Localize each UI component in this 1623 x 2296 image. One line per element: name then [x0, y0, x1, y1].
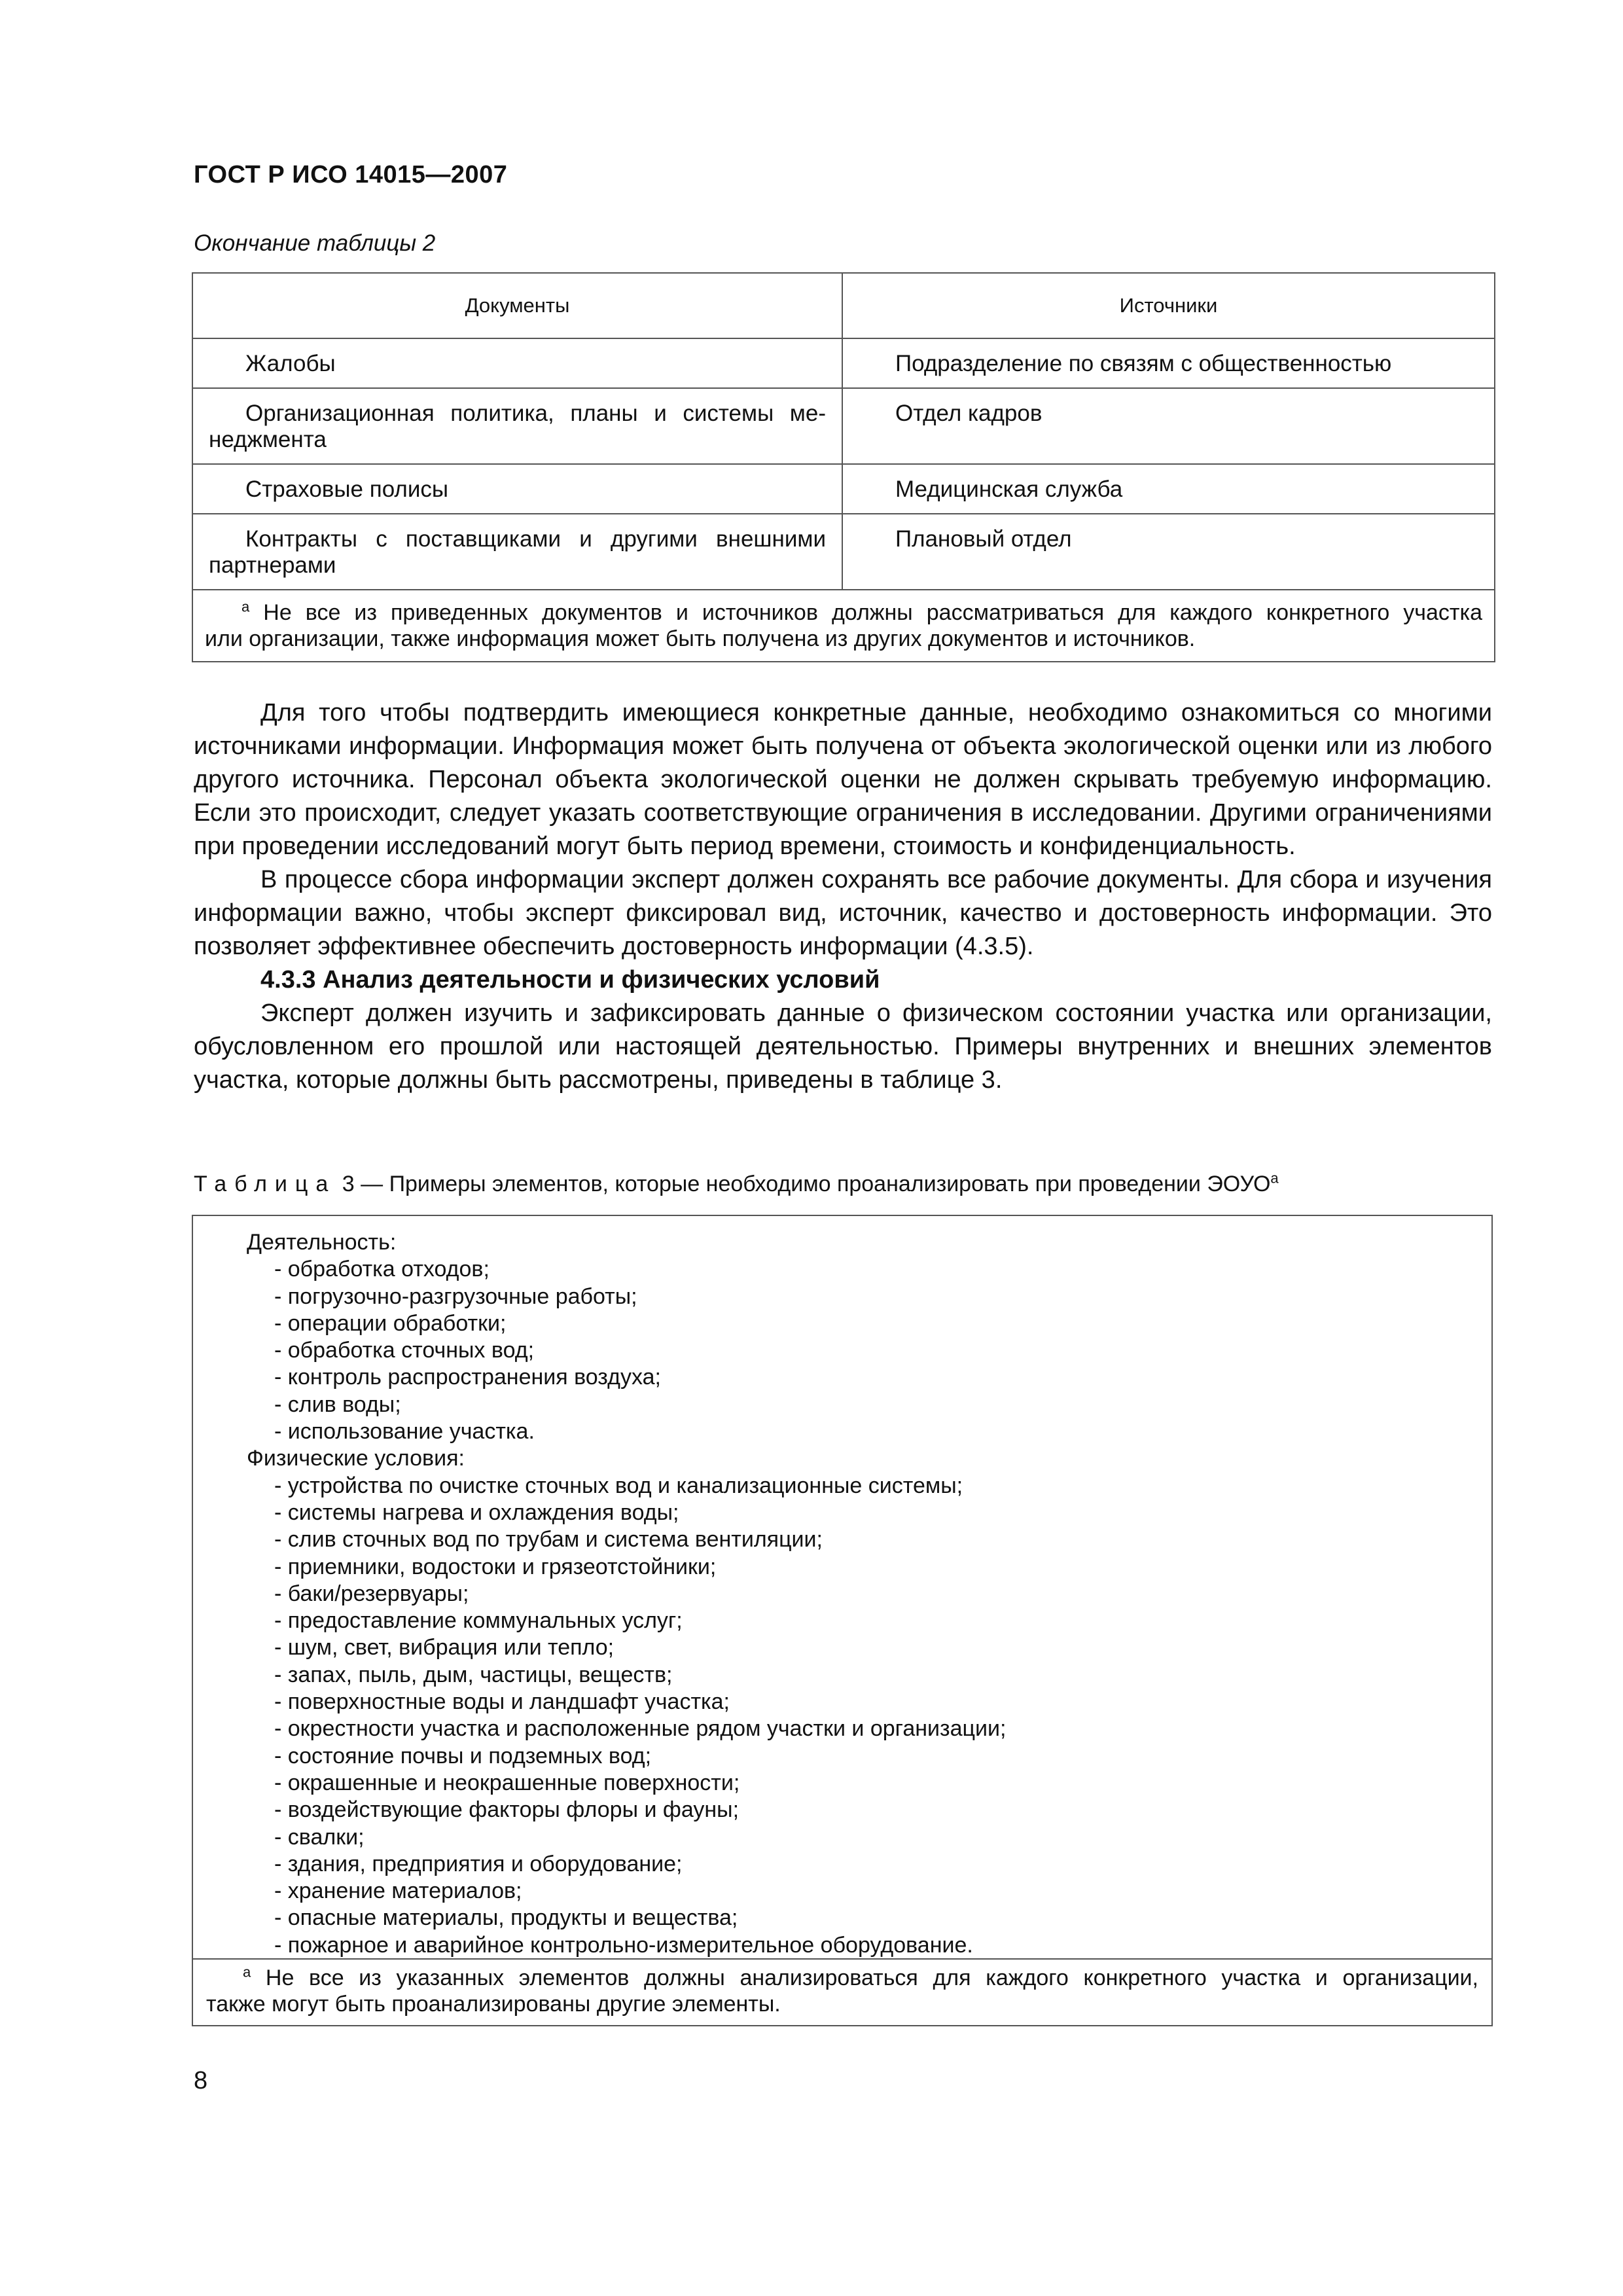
footnote-line: Не все из указанных элементов должны анализироваться для каждого конкретного участка и организации, — [265, 1965, 1478, 1990]
paragraph: В процессе сбора информации эксперт должен сохранять все рабочие документы. Для сбора и изучения информации важно, чтобы эксперт фиксировал вид, источник, качество и достоверность информации. Это позволяет эффективнее обеспечить достоверность информации (4.3.5). — [194, 866, 1492, 960]
document-text-continued: неджмента — [209, 427, 327, 452]
table-row — [192, 464, 1495, 514]
caption-footnote-mark: а — [1270, 1170, 1279, 1187]
document-text: Жалобы — [245, 351, 336, 376]
table3-footnote — [193, 1958, 1491, 2025]
footnote-mark: а — [241, 598, 250, 615]
list-item: - слив воды; — [274, 1391, 401, 1417]
table-cell-source: Отдел кадров — [842, 388, 1495, 464]
table-2 — [192, 272, 1495, 662]
table-cell-document — [192, 338, 842, 388]
paragraph: Эксперт должен изучить и зафиксировать данные о физическом состоянии участка или организации, обусловленном его прошлой или настоящей деятельностью. Примеры внутренних и внешних элементов участка, которые должны быть рассмотрены, приведены в таблице 3. — [194, 999, 1492, 1094]
list-item: - контроль распространения воздуха; — [274, 1365, 661, 1390]
document-text: Страховые полисы — [245, 476, 449, 502]
list-item: - поверхностные воды и ландшафт участка; — [274, 1689, 730, 1715]
footnote-mark: а — [243, 1964, 251, 1981]
list-item: - окрашенные и неокрашенные поверхности; — [274, 1770, 740, 1795]
table3-caption-word: Таблица — [194, 1172, 336, 1196]
table-cell-source: Медицинская служба — [842, 464, 1495, 514]
table-row — [192, 388, 1495, 464]
body-text — [194, 696, 1492, 1097]
list-item: - баки/резервуары; — [274, 1581, 469, 1606]
table2-footnote — [192, 590, 1495, 662]
document-text: Организационная политика, планы и системы ме- — [245, 401, 826, 426]
footnote-line: также могут быть проанализированы другие элементы. — [206, 1992, 781, 2017]
page-header: ГОСТ Р ИСО 14015—2007 — [194, 161, 508, 188]
list-item: - свалки; — [274, 1824, 365, 1850]
table-header-row — [192, 273, 1495, 338]
footnote-line: или организации, также информация может быть получена из других документов и источников. — [205, 626, 1196, 651]
list-item: - воздействующие факторы флоры и фауны; — [274, 1797, 740, 1823]
table-cell-source: Плановый отдел — [842, 514, 1495, 590]
list-item: - пожарное и аварийное контрольно-измерительное оборудование. — [274, 1932, 973, 1958]
list-item: - состояние почвы и подземных вод; — [274, 1743, 652, 1768]
list-item: - хранение материалов; — [274, 1878, 522, 1904]
table-row — [192, 338, 1495, 388]
page-number: 8 — [194, 2067, 208, 2094]
document-text-continued: партнерами — [209, 552, 336, 578]
table3-caption — [194, 1172, 1496, 1197]
table-row — [192, 514, 1495, 590]
table-cell-source: Подразделение по связям с общественностью — [842, 338, 1495, 388]
list-item: - системы нагрева и охлаждения воды; — [274, 1499, 679, 1525]
footnote-line: Не все из приведенных документов и источников должны рассматриваться для каждого конкретного участка — [263, 600, 1482, 625]
list-item: - окрестности участка и расположенные рядом участки и организации; — [274, 1716, 1007, 1742]
list-item: - запах, пыль, дым, частицы, веществ; — [274, 1662, 673, 1687]
table-cell-document — [192, 388, 842, 464]
table-footnote-row — [192, 590, 1495, 662]
section-heading: 4.3.3 Анализ деятельности и физических условий — [260, 966, 880, 994]
table-3 — [192, 1215, 1493, 2026]
paragraph: Для того чтобы подтвердить имеющиеся конкретные данные, необходимо ознакомиться со многими источниками информации. Информация может быть получена от объекта экологической оценки или из любого другого источника. Персонал объекта экологической оценки не должен скрывать требуемую информацию. Если это происходит, следует указать соответствующие ограничения в исследовании. Другими ограничениями при проведении исследований могут быть период времени, стоимость и конфиденциальность. — [194, 699, 1492, 860]
list-item: - опасные материалы, продукты и вещества; — [274, 1905, 738, 1931]
list-item: - предоставление коммунальных услуг; — [274, 1608, 683, 1634]
list-item: - погрузочно-разгрузочные работы; — [274, 1283, 637, 1309]
table-cell-document — [192, 514, 842, 590]
column-header-documents: Документы — [192, 273, 842, 338]
document-text: Контракты с поставщиками и другими внешними — [245, 526, 826, 552]
list-item: - обработка сточных вод; — [274, 1338, 535, 1363]
list-heading-physical: Физические условия: — [247, 1446, 465, 1471]
list-item: - использование участка. — [274, 1419, 535, 1444]
list-item: - здания, предприятия и оборудование; — [274, 1851, 683, 1876]
table2-caption: Окончание таблицы 2 — [194, 230, 436, 256]
list-item: - шум, свет, вибрация или тепло; — [274, 1635, 615, 1660]
list-item: - слив сточных вод по трубам и система вентиляции; — [274, 1527, 823, 1552]
column-header-sources: Источники — [842, 273, 1495, 338]
list-item: - устройства по очистке сточных вод и канализационные системы; — [274, 1473, 963, 1498]
list-item: - приемники, водостоки и грязеотстойники; — [274, 1554, 717, 1579]
table3-caption-text: 3 — Примеры элементов, которые необходимо проанализировать при проведении ЭОУО — [342, 1172, 1271, 1196]
list-item: - операции обработки; — [274, 1310, 507, 1336]
table-cell-document — [192, 464, 842, 514]
table3-list — [247, 1229, 1006, 1959]
list-item: - обработка отходов; — [274, 1257, 490, 1282]
list-heading-activity: Деятельность: — [247, 1230, 397, 1255]
